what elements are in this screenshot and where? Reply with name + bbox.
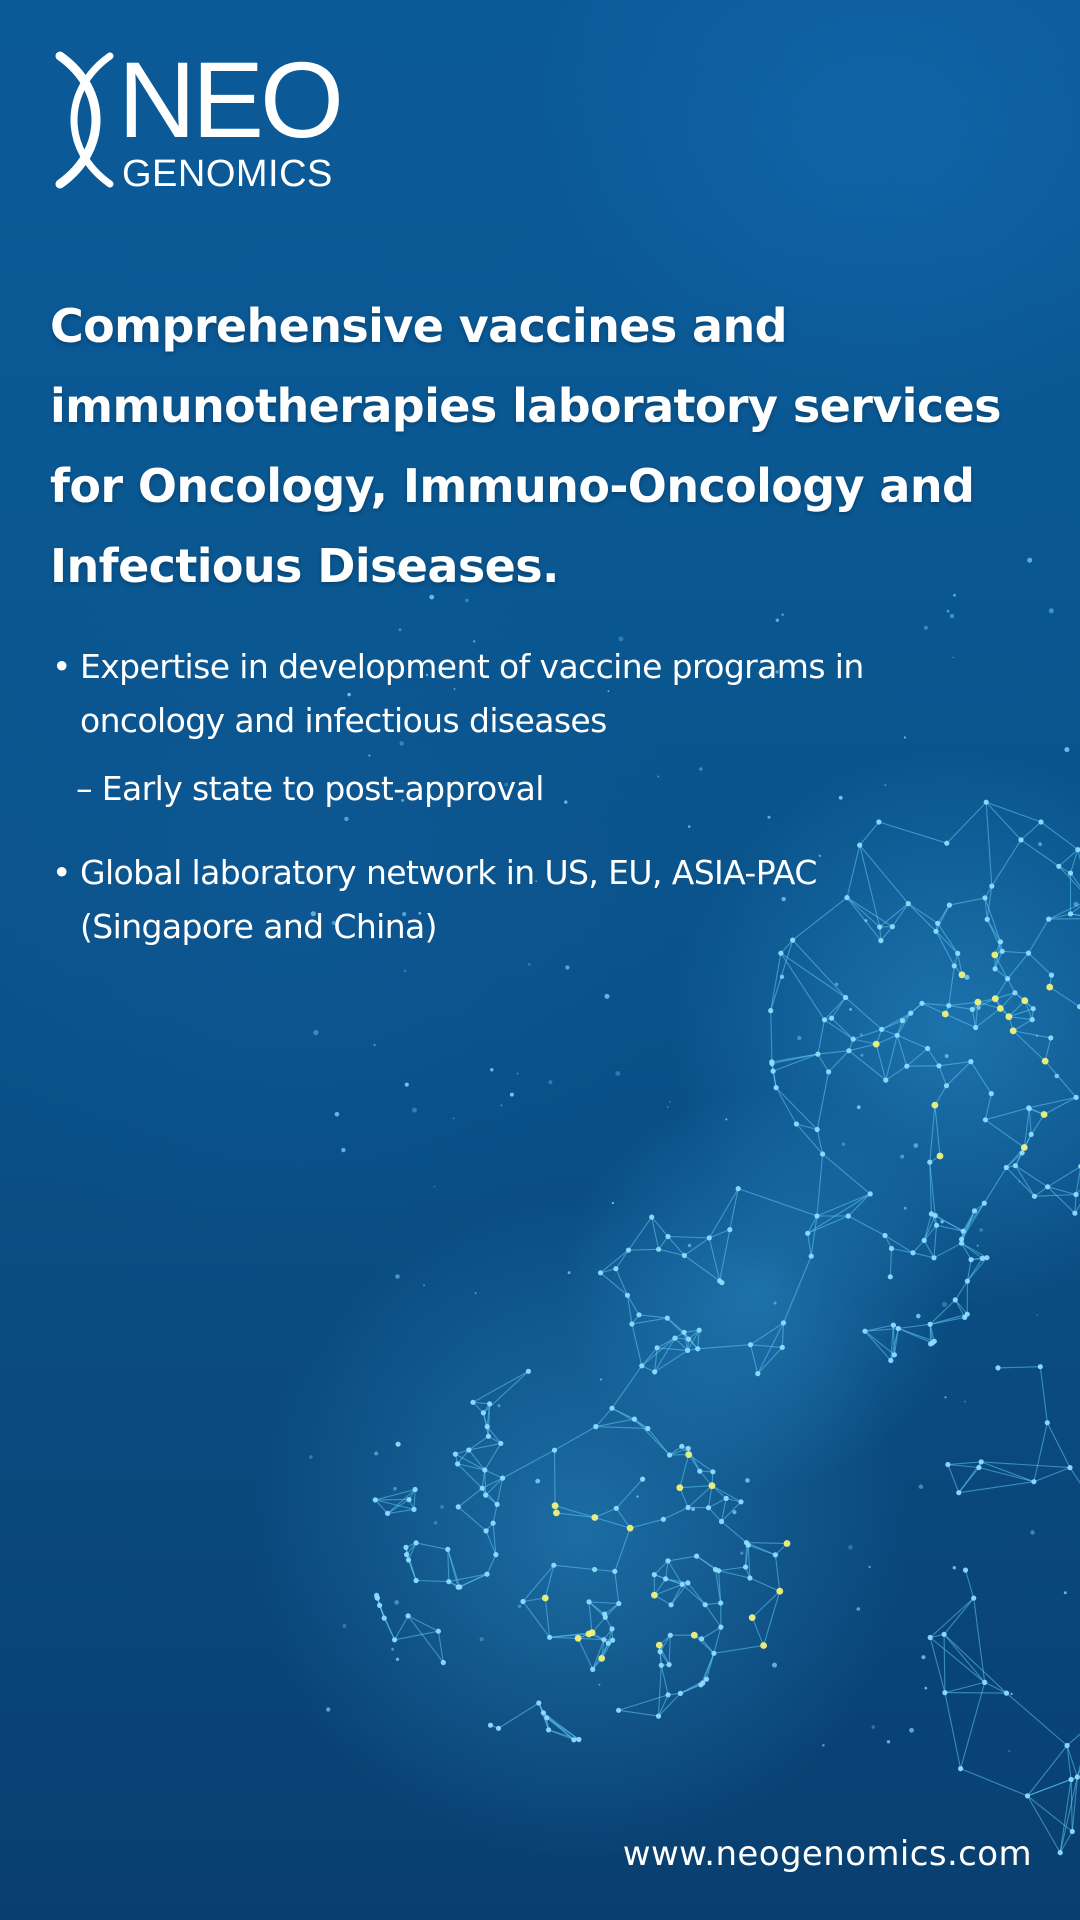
bullet-item-global-network bbox=[52, 846, 952, 954]
bullet-subpoint: – Early state to post-approval bbox=[76, 769, 544, 808]
logo-wordmark-genomics: GENOMICS bbox=[122, 153, 333, 195]
headline: Comprehensive vaccines and immunotherapies laboratory services for Oncology, Immuno-Oncology and Infectious Diseases. bbox=[50, 299, 1001, 593]
bullet-text: Global laboratory network in US, EU, ASIA-PAC (Singapore and China) bbox=[80, 853, 817, 946]
logo-wordmark-neo: NEO bbox=[118, 39, 341, 160]
bullet-item-expertise bbox=[52, 640, 952, 748]
bullet-marker: • bbox=[52, 647, 71, 686]
bullet-text: Expertise in development of vaccine programs in oncology and infectious diseases bbox=[80, 647, 864, 740]
helix-icon bbox=[46, 50, 124, 190]
website-url[interactable]: www.neogenomics.com bbox=[622, 1834, 1032, 1874]
brand-logo bbox=[46, 39, 376, 195]
bullet-marker: • bbox=[52, 853, 71, 892]
bullet-list bbox=[52, 640, 952, 954]
